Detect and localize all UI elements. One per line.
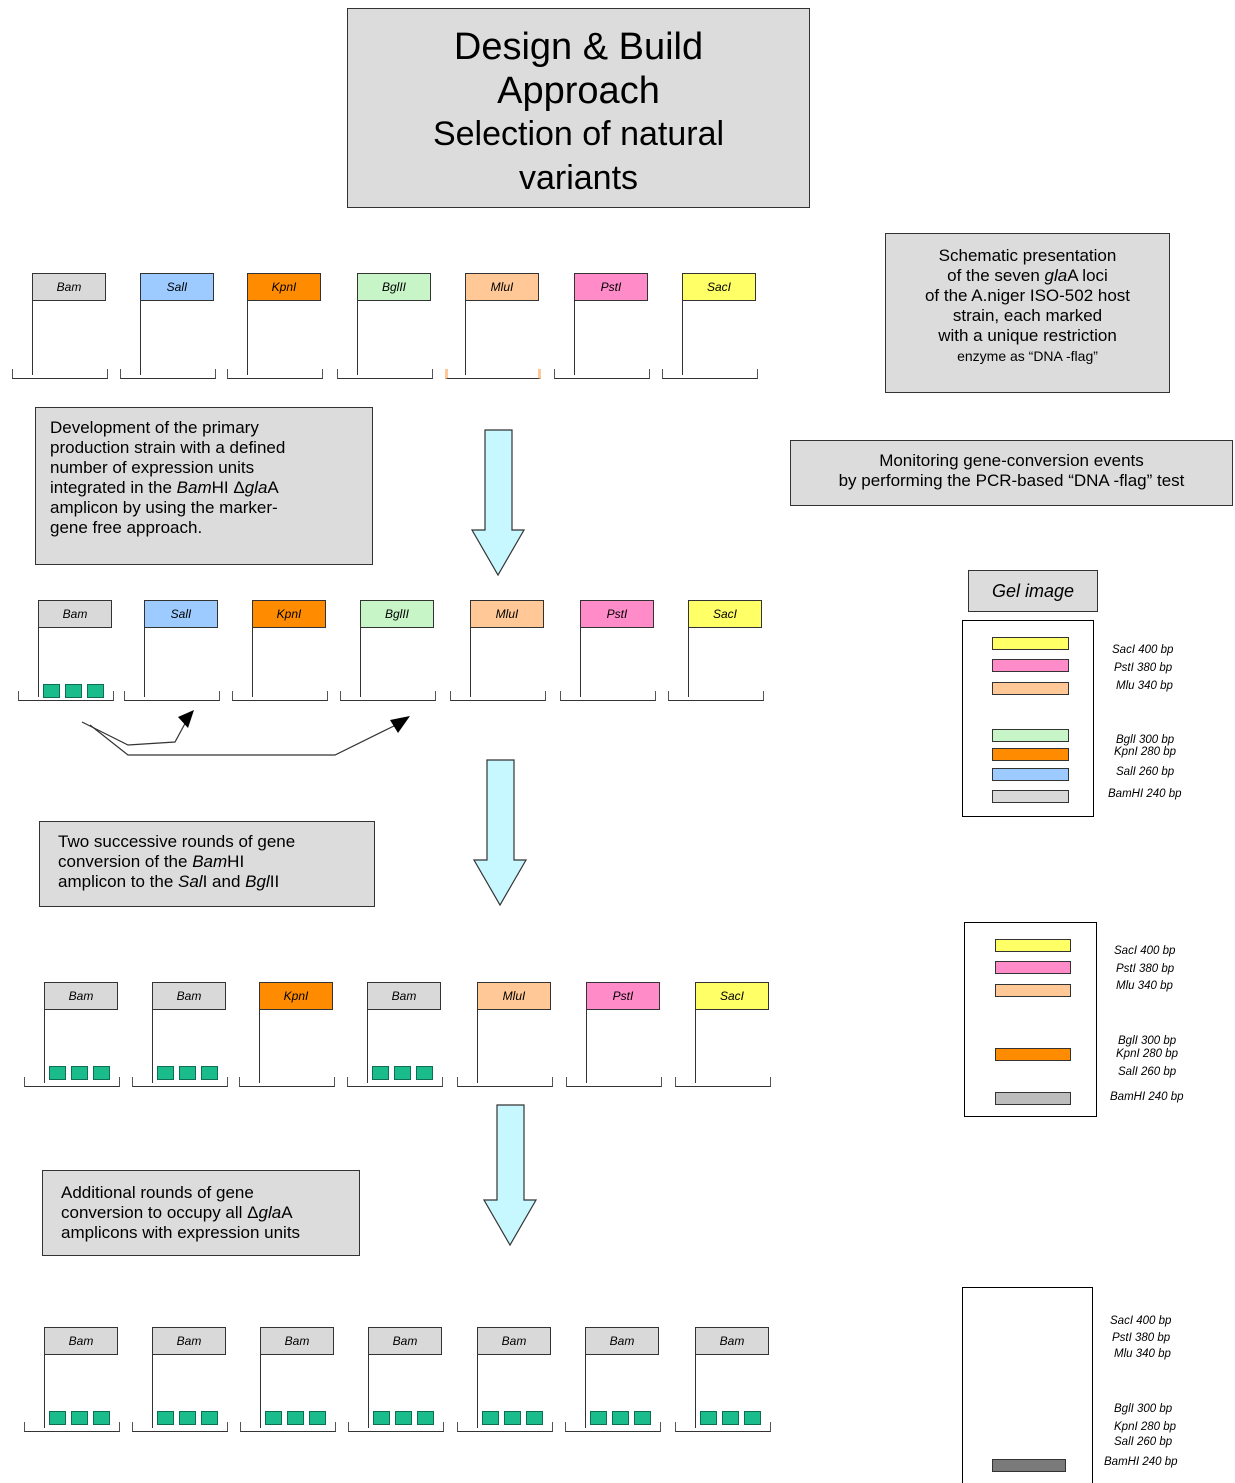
locus-pole [152,1355,153,1428]
locus-pole [695,1355,696,1428]
expression-unit [309,1411,326,1425]
locus-baseline [340,691,436,701]
locus-flag-1-3: KpnI [247,273,321,301]
gel-band-psti [992,659,1069,672]
gel-band-kpni [995,1048,1071,1061]
expression-unit [157,1411,174,1425]
expression-unit [395,1411,412,1425]
locus-pole [44,1355,45,1428]
locus-pole [470,628,471,697]
gel-3 [962,1287,1093,1483]
locus-flag-2-3: KpnI [252,600,326,628]
locus-flag-2-4: BglII [360,600,434,628]
locus-pole [140,301,141,375]
gel2-label-bgl: BglI 300 bp [1118,1035,1177,1047]
title-line-3: Selection of natural [432,115,725,153]
gel-band-saci [992,637,1069,650]
locus-baseline [124,691,220,701]
locus-flag-2-6: PstI [580,600,654,628]
gel-band-bam [995,1092,1071,1105]
title-line-1: Design & Build [453,26,704,68]
step2-line-1: Two successive rounds of gene [58,832,296,851]
gel2-label-kpn: KpnI 280 bp [1116,1048,1179,1060]
step3-line-3: amplicons with expression units [61,1223,301,1242]
expression-unit [65,684,82,698]
gel3-label-bgl: BglI 300 bp [1114,1403,1173,1415]
locus-flag-3-6: PstI [586,982,660,1010]
locus-pole [44,1010,45,1083]
step3-line-2: conversion to occupy all ΔglaA [61,1203,293,1222]
gel-band-bam [992,1459,1066,1472]
locus-pole [32,301,33,375]
schematic-line-2: of the seven glaA loci [947,266,1108,285]
locus-flag-4-3: Bam [260,1327,334,1355]
expression-unit [87,684,104,698]
locus-flag-4-1: Bam [44,1327,118,1355]
expression-unit [71,1066,88,1080]
locus-flag-4-5: Bam [477,1327,551,1355]
gel1-label-pst: PstI 380 bp [1114,662,1173,674]
locus-flag-1-7: SacI [682,273,756,301]
locus-pole [477,1355,478,1428]
locus-pole [367,1010,368,1083]
expression-unit [722,1411,739,1425]
gel3-label-kpn: KpnI 280 bp [1114,1421,1177,1433]
locus-baseline [450,691,546,701]
gel-band-bam [992,790,1069,803]
gel-image-title: Gel image [968,570,1098,612]
expression-unit [394,1066,411,1080]
conversion-arrowhead-bgl [390,716,410,733]
expression-unit [93,1411,110,1425]
locus-pole [368,1355,369,1428]
gel1-label-sac: SacI 400 bp [1112,644,1174,656]
expression-unit [634,1411,651,1425]
locus-flag-1-5: MluI [465,273,539,301]
gel1-label-sal: SalI 260 bp [1116,766,1175,778]
gel1-label-bgl: BglI 300 bp [1116,734,1175,746]
expression-unit [700,1411,717,1425]
conversion-arrowhead-sal [178,710,194,728]
locus-pole [682,301,683,375]
step2-line-2: conversion of the BamHI [58,852,245,871]
locus-flag-3-7: SacI [695,982,769,1010]
locus-flag-1-6: PstI [574,273,648,301]
expression-unit [265,1411,282,1425]
gel-band-sali [992,768,1069,781]
expression-unit [372,1066,389,1080]
locus-flag-2-2: SalI [144,600,218,628]
locus-flag-4-7: Bam [695,1327,769,1355]
step1-line-5: amplicon by using the marker- [50,498,278,517]
expression-unit [43,684,60,698]
expression-unit [416,1066,433,1080]
expression-unit [287,1411,304,1425]
gel1-label-kpn: KpnI 280 bp [1114,746,1177,758]
locus-baseline [457,1077,553,1087]
expression-unit [504,1411,521,1425]
title-line-2: Approach [497,70,660,112]
step1-line-6: gene free approach. [50,518,203,537]
locus-flag-3-5: MluI [477,982,551,1010]
expression-unit [201,1066,218,1080]
down-arrow-3 [484,1105,536,1245]
locus-flag-2-5: MluI [470,600,544,628]
locus-pole [260,1355,261,1428]
locus-pole [695,1010,696,1083]
gel-band-saci [995,939,1071,952]
expression-unit [201,1411,218,1425]
expression-unit [157,1066,174,1080]
expression-unit [526,1411,543,1425]
locus-baseline [662,369,758,379]
gel3-label-mlu: Mlu 340 bp [1114,1348,1171,1360]
locus-flag-2-1: Bam [38,600,112,628]
monitoring-line-2: by performing the PCR-based “DNA -flag” test [838,471,1185,490]
step1-line-3: number of expression units [50,458,255,477]
locus-pole [252,628,253,697]
expression-unit [417,1411,434,1425]
gel1-label-mlu: Mlu 340 bp [1116,680,1173,692]
locus-baseline [560,691,656,701]
locus-baseline [12,369,108,379]
locus-flag-3-4: Bam [367,982,441,1010]
gel-band-kpni [992,748,1069,761]
step3-line-1: Additional rounds of gene [61,1183,254,1202]
locus-flag-1-2: SalI [140,273,214,301]
expression-unit [71,1411,88,1425]
conversion-arrow-bgl [90,722,402,755]
schematic-line-6: enzyme as “DNA -flag” [957,348,1098,364]
locus-baseline [120,369,216,379]
step1-line-4: integrated in the BamHI ΔglaA [50,478,279,497]
locus-pole [586,1010,587,1083]
locus-baseline [227,369,323,379]
locus-flag-1-1: Bam [32,273,106,301]
locus-baseline [675,1077,771,1087]
expression-unit [590,1411,607,1425]
locus-flag-4-6: Bam [585,1327,659,1355]
locus-pole [259,1010,260,1083]
gel2-label-sal: SalI 260 bp [1118,1066,1177,1078]
schematic-line-5: with a unique restriction [938,326,1117,345]
locus-pole [465,301,466,375]
locus-pole [688,628,689,697]
locus-pole [360,628,361,697]
locus-flag-3-1: Bam [44,982,118,1010]
locus-pole [357,301,358,375]
gel3-label-bam: BamHI 240 bp [1104,1456,1178,1468]
expression-unit [744,1411,761,1425]
expression-unit [179,1411,196,1425]
schematic-line-3: of the A.niger ISO-502 host [924,286,1131,305]
locus-pole [477,1010,478,1083]
locus-flag-3-3: KpnI [259,982,333,1010]
title-line-4: variants [518,159,639,197]
gel2-label-bam: BamHI 240 bp [1110,1091,1184,1103]
locus-pole [585,1355,586,1428]
expression-unit [612,1411,629,1425]
gel1-label-bam: BamHI 240 bp [1108,788,1182,800]
gel-band-mlui [992,682,1069,695]
locus-baseline [668,691,764,701]
locus-baseline [232,691,328,701]
expression-unit [93,1066,110,1080]
monitoring-line-1: Monitoring gene-conversion events [879,451,1144,470]
expression-unit [179,1066,196,1080]
gel-band-mlui [995,984,1071,997]
expression-unit [49,1411,66,1425]
locus-pole [144,628,145,697]
locus-pole [247,301,248,375]
locus-flag-3-2: Bam [152,982,226,1010]
locus-baseline [239,1077,335,1087]
gel-band-psti [995,961,1071,974]
gel-band-bglii [992,729,1069,742]
locus-baseline [554,369,650,379]
gel2-label-pst: PstI 380 bp [1116,963,1175,975]
step1-line-1: Development of the primary [50,418,259,437]
schematic-line-4: strain, each marked [952,306,1103,325]
schematic-line-1: Schematic presentation [938,246,1117,265]
expression-unit [49,1066,66,1080]
expression-unit [482,1411,499,1425]
locus-baseline [337,369,433,379]
gel3-label-pst: PstI 380 bp [1112,1332,1171,1344]
locus-pole [580,628,581,697]
gel2-label-mlu: Mlu 340 bp [1116,980,1173,992]
locus-baseline [566,1077,662,1087]
locus-flag-2-7: SacI [688,600,762,628]
locus-pole [38,628,39,697]
locus-flag-4-2: Bam [152,1327,226,1355]
locus-pole [574,301,575,375]
locus-baseline [445,369,541,379]
gel3-label-sal: SalI 260 bp [1114,1436,1173,1448]
down-arrow-2 [474,760,526,905]
locus-flag-1-4: BglII [357,273,431,301]
locus-flag-4-4: Bam [368,1327,442,1355]
locus-pole [152,1010,153,1083]
down-arrow-1 [472,430,524,575]
step2-line-3: amplicon to the SalI and BglII [58,872,280,891]
gel3-label-sac: SacI 400 bp [1110,1315,1172,1327]
expression-unit [373,1411,390,1425]
step1-line-2: production strain with a defined [50,438,286,457]
gel2-label-sac: SacI 400 bp [1114,945,1176,957]
